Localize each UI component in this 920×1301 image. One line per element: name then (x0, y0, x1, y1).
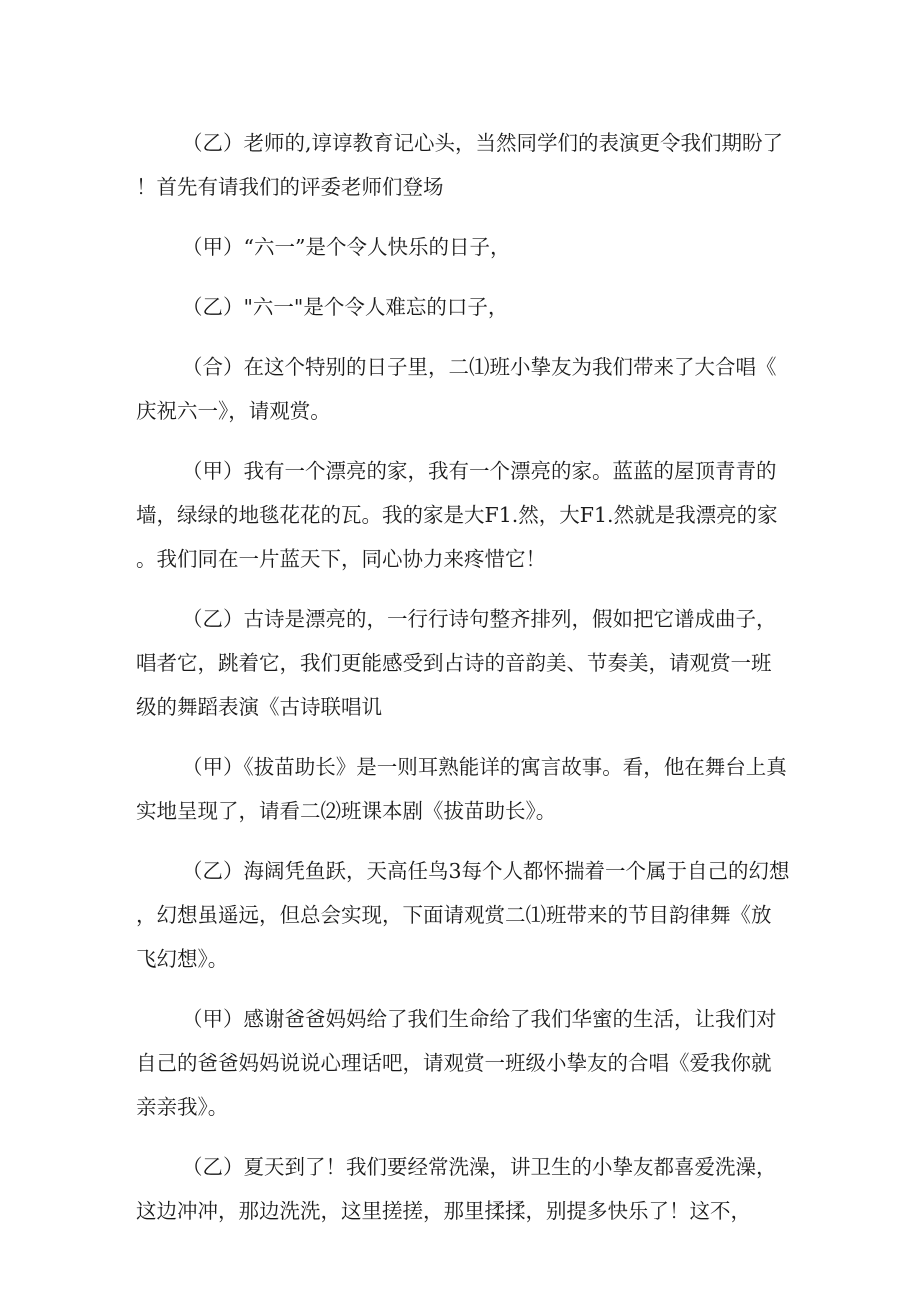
paragraph-6: （乙）古诗是漂亮的，一行行诗句整齐排列，假如把它谱成曲子，唱者它，跳着它，我们更能感受到占诗的音韵美、节奏美，请观赏一班级的舞蹈表演《古诗联唱讥 (136, 607, 777, 719)
paragraph-9: （甲）感谢爸爸妈妈给了我们生命给了我们华蜜的生活，让我们对自己的爸爸妈妈说说心理话吧，请观赏一班级小挚友的合唱《爱我你就亲亲我》。 (136, 1007, 777, 1119)
paragraph-3: （乙）"六一"是个令人难忘的口子， (182, 295, 509, 319)
paragraph-4: （合）在这个特别的日子里，二⑴班小挚友为我们带来了大合唱《庆祝六一》，请观赏。 (136, 355, 777, 423)
paragraph-7: （甲）《拔苗助长》是一则耳熟能详的寓言故事。看，他在舞台上真实地呈现了，请看二⑵班课本剧《拔苗助长》。 (136, 755, 787, 823)
document-body (136, 121, 791, 1249)
paragraph-1: （乙）老师的,谆谆教育记心头，当然同学们的表演更令我们期盼了！首先有请我们的评委老师们登场 (136, 131, 784, 199)
paragraph-5: （甲）我有一个漂亮的家，我有一个漂亮的家。蓝蓝的屋顶青青的墙，绿绿的地毯花花的瓦。我的家是大F1.然，大F1.然就是我漂亮的家。我们同在一片蓝天下，同心协力来疼惜它！ (136, 459, 778, 571)
paragraph-10: （乙）夏天到了！我们要经常洗澡，讲卫生的小挚友都喜爱洗澡，这边冲冲，那边洗洗，这里搓搓，那里揉揉，别提多快乐了！这不， (136, 1155, 777, 1223)
paragraph-8: （乙）海阔凭鱼跃，天高任鸟3每个人都怀揣着一个属于自己的幻想，幻想虽遥远，但总会实现，下面请观赏二⑴班带来的节目韵律舞《放飞幻想》。 (136, 859, 790, 971)
paragraph-2: （甲）“六一”是个令人快乐的日子， (182, 235, 511, 259)
